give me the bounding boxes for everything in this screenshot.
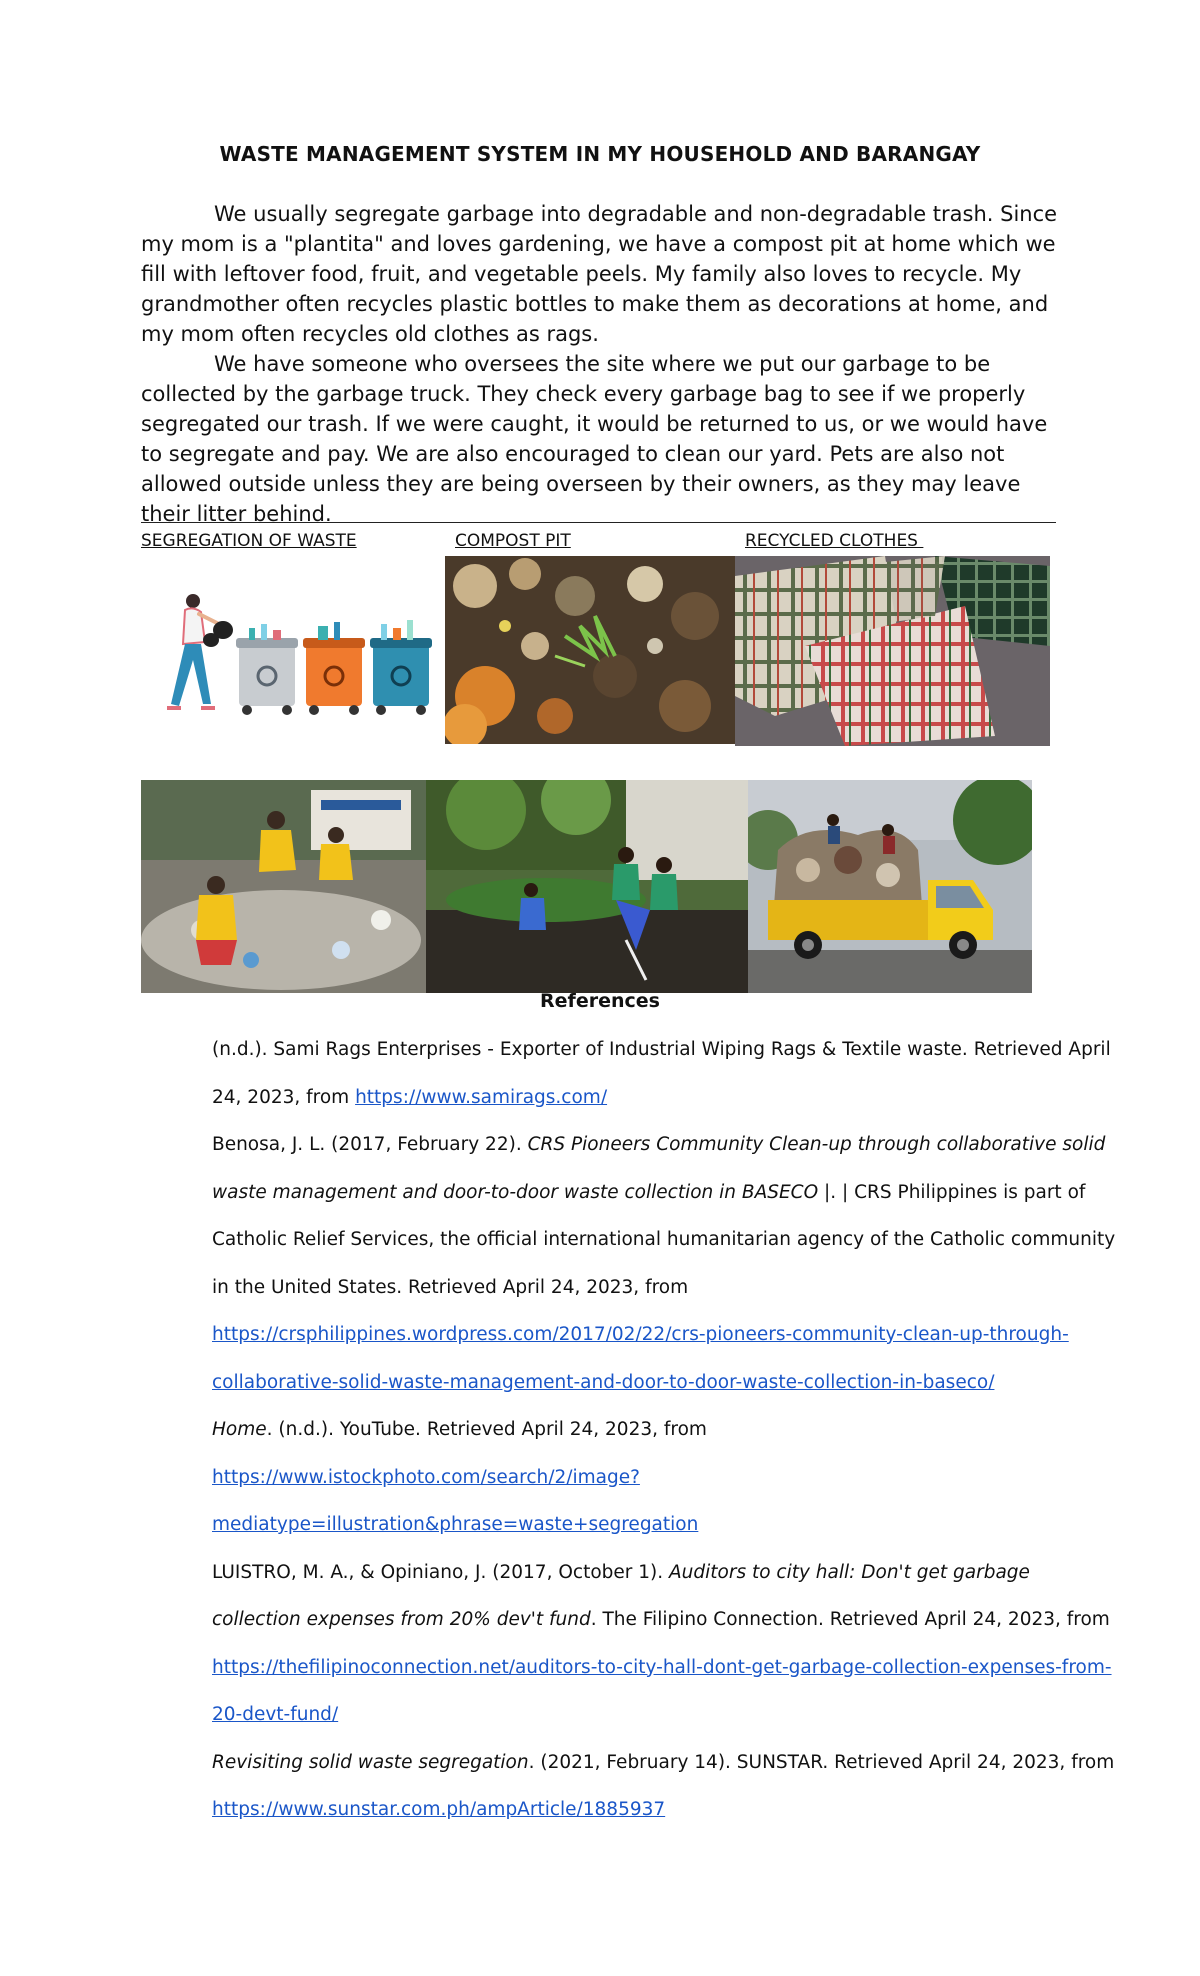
reference-line: waste management and door-to-door waste collection in BASECO |. | CRS Philippines is part of bbox=[212, 1181, 1086, 1203]
reference-line: (n.d.). Sami Rags Enterprises - Exporter of Industrial Wiping Rags & Textile waste. Retrieved April bbox=[212, 1039, 1111, 1060]
reference-line: Catholic Relief Services, the official international humanitarian agency of the Catholic community bbox=[212, 1229, 1116, 1250]
essay-body bbox=[141, 199, 1058, 529]
horizontal-divider bbox=[141, 522, 1056, 523]
caption-compost: COMPOST PIT bbox=[455, 531, 571, 551]
garbage-truck-photo bbox=[748, 780, 1032, 993]
segregation-illustration bbox=[141, 580, 443, 720]
document-title: WASTE MANAGEMENT SYSTEM IN MY HOUSEHOLD AND BARANGAY bbox=[219, 142, 981, 166]
reference-link[interactable]: https://www.istockphoto.com/search/2/image? bbox=[212, 1466, 640, 1488]
reference-line bbox=[212, 1320, 1072, 1368]
reference-link[interactable]: https://thefilipinoconnection.net/auditors-to-city-hall-dont-get-garbage-collection-expenses-from- bbox=[212, 1656, 1112, 1678]
reference-line: 24, 2023, from https://www.samirags.com/ bbox=[212, 1086, 608, 1108]
reference-line: collection expenses from 20% dev't fund. The Filipino Connection. Retrieved April 24, 2023, from bbox=[212, 1609, 1110, 1630]
reference-line bbox=[212, 1463, 1072, 1511]
reference-line: Benosa, J. L. (2017, February 22). CRS Pioneers Community Clean-up through collaborative solid bbox=[212, 1134, 1106, 1155]
reference-link[interactable]: collaborative-solid-waste-management-and-door-to-door-waste-collection-in-baseco/ bbox=[212, 1371, 995, 1393]
paragraph: We usually segregate garbage into degradable and non-degradable trash. Since my mom is a "plantita" and loves gardening, we have a compost pit at home which we fill with leftover food, fruit, and vegetable peels. My family also loves to recycle. My grandmother often recycles plastic bottles to make them as decorations at home, and my mom often recycles old clothes as rags. bbox=[141, 202, 1058, 346]
compost-pit-photo bbox=[445, 556, 735, 744]
reference-line bbox=[212, 1653, 1112, 1701]
recycled-clothes-photo bbox=[735, 556, 1050, 746]
reference-line bbox=[212, 1700, 1072, 1748]
reference-line bbox=[212, 1368, 1072, 1416]
reference-line bbox=[212, 1795, 1072, 1843]
references-heading: References bbox=[540, 990, 660, 1012]
reference-link[interactable]: mediatype=illustration&phrase=waste+segregation bbox=[212, 1514, 699, 1535]
caption-clothes: RECYCLED CLOTHES bbox=[745, 531, 924, 551]
caption-segregation: SEGREGATION OF WASTE bbox=[141, 531, 357, 551]
paragraph: We have someone who oversees the site where we put our garbage to be collected by the garbage truck. They check every garbage bag to see if we properly segregated our trash. If we were caught, it would be returned to us, or we would have to segregate and pay. We are also encouraged to clean our yard. Pets are also not allowed outside unless they are being overseen by their owners, as they may leave their litter behind. bbox=[141, 352, 1048, 526]
reference-line: Home. (n.d.). YouTube. Retrieved April 24, 2023, from bbox=[212, 1419, 707, 1440]
reference-line: LUISTRO, M. A., & Opiniano, J. (2017, October 1). Auditors to city hall: Don't get garbage bbox=[212, 1561, 1030, 1583]
reference-link[interactable]: https://crsphilippines.wordpress.com/2017/02/22/crs-pioneers-community-clean-up-through- bbox=[212, 1324, 1069, 1345]
reference-link[interactable]: https://www.sunstar.com.ph/ampArticle/1885937 bbox=[212, 1799, 666, 1820]
reference-line bbox=[212, 1510, 1072, 1558]
volunteers-sorting-trash-photo bbox=[141, 780, 426, 993]
reference-link[interactable]: https://www.samirags.com/ bbox=[355, 1086, 608, 1108]
community-cleanup-photo bbox=[426, 780, 748, 993]
reference-line: Revisiting solid waste segregation. (2021, February 14). SUNSTAR. Retrieved April 24, 2023, from bbox=[212, 1751, 1115, 1773]
references-list bbox=[212, 1035, 1116, 1843]
reference-line: in the United States. Retrieved April 24, 2023, from bbox=[212, 1276, 689, 1298]
reference-link[interactable]: 20-devt-fund/ bbox=[212, 1704, 339, 1725]
